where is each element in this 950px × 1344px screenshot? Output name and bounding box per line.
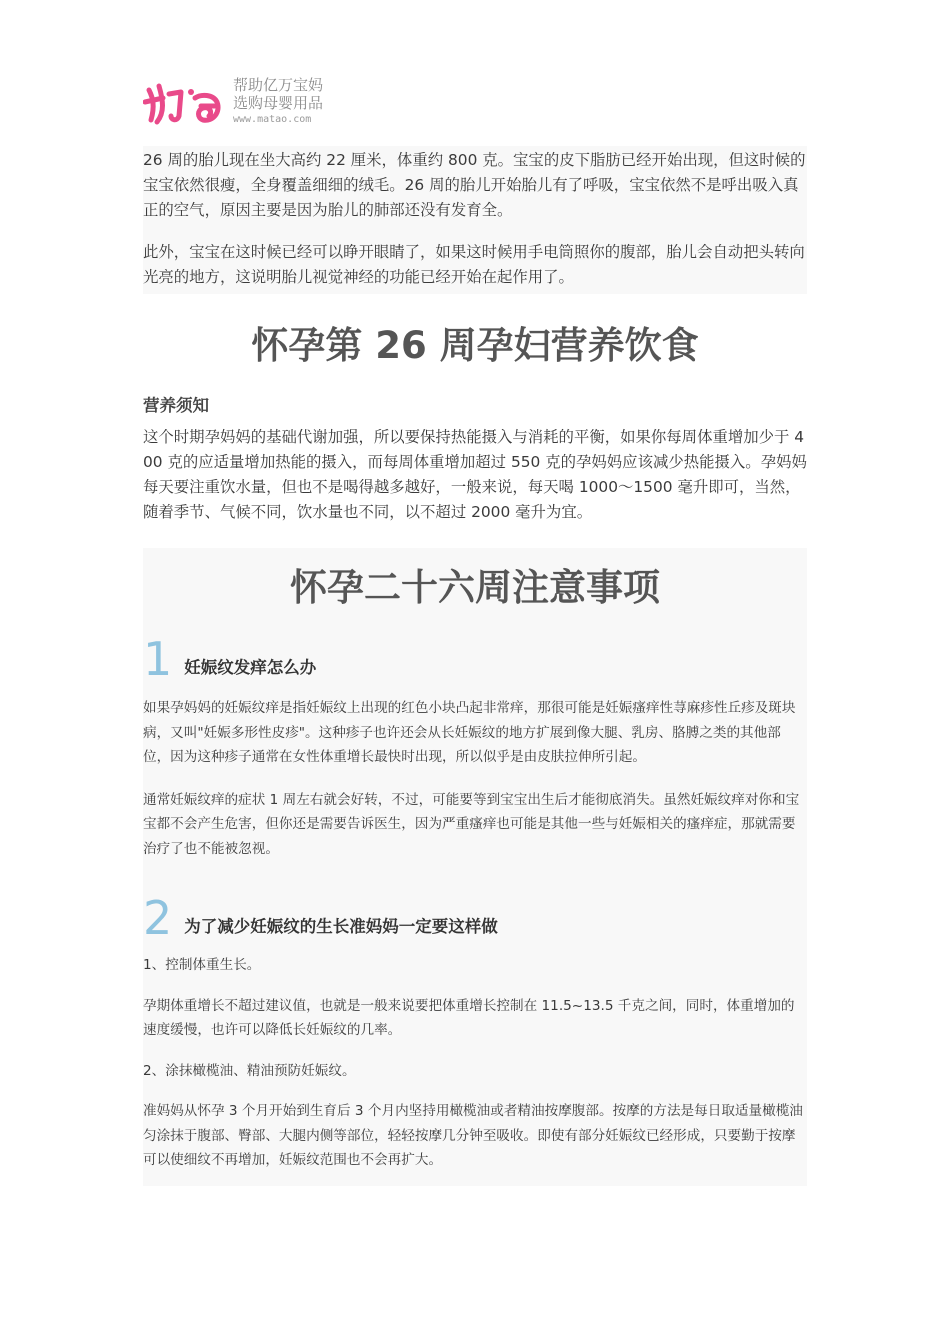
site-header <box>143 72 383 134</box>
section-1-number: 1 <box>143 632 173 686</box>
nutrition-title: 怀孕第 26 周孕妇营养饮食 <box>251 324 699 367</box>
site-url[interactable]: www.matao.com <box>233 114 312 125</box>
notes-title: 怀孕二十六周注意事项 <box>290 566 660 609</box>
nutrition-subtitle: 营养须知 <box>143 396 209 415</box>
nutrition-body: 这个时期孕妈妈的基础代谢加强，所以要保持热能摄入与消耗的平衡，如果你每周体重增加少于 400 克的应适量增加热能的摄入，而每周体重增加超过 550 克的孕妈妈应该减少热能摄入。孕妈妈每天要注重饮水量，但也不是喝得越多越好，一般来说，每天喝 1000～1500 毫升即可，当然，随着季节、气候不同，饮水量也不同，以不超过 2000 毫升为宜。 <box>143 428 807 521</box>
intro-paragraph-2: 此外，宝宝在这时候已经可以睁开眼睛了，如果这时候用手电筒照你的腹部，胎儿会自动把头转向光亮的地方，这说明胎儿视觉神经的功能已经开始在起作用了。 <box>143 243 805 286</box>
section-1-paragraph-2: 通常妊娠纹痒的症状 1 周左右就会好转，不过，可能要等到宝宝出生后才能彻底消失。虽然妊娠纹痒对你和宝宝都不会产生危害，但你还是需要告诉医生，因为严重瘙痒也可能是其他一些与妊娠相关的瘙痒症，那就需要治疗了也不能被忽视。 <box>143 791 800 857</box>
intro-section <box>143 146 807 294</box>
section-2-heading <box>143 891 807 945</box>
section-1-heading <box>143 632 807 686</box>
notes-section <box>143 548 807 1186</box>
matao-logo[interactable] <box>143 76 227 130</box>
section-2-number: 2 <box>143 891 173 945</box>
section-2-item-1: 1、控制体重生长。 <box>143 957 261 973</box>
section-2-item-2: 2、涂抹橄榄油、精油预防妊娠纹。 <box>143 1062 356 1079</box>
section-1-title: 妊娠纹发痒怎么办 <box>184 658 317 677</box>
slogan <box>233 76 323 127</box>
slogan-line-2: 选购母婴用品 <box>233 94 324 112</box>
section-2-paragraph-1: 孕期体重增长不超过建议值，也就是一般来说要把体重增长控制在 11.5~13.5 千克之间，同时，体重增加的速度缓慢，也许可以降低长妊娠纹的几率。 <box>143 997 795 1038</box>
slogan-line-1: 帮助亿万宝妈 <box>233 76 324 94</box>
section-2-paragraph-2: 准妈妈从怀孕 3 个月开始到生育后 3 个月内坚持用橄榄油或者精油按摩腹部。按摩的方法是每日取适量橄榄油匀涂抹于腹部、臀部、大腿内侧等部位，轻轻按摩几分钟至吸收。即使有部分妊娠纹已经形成，只要勤于按摩可以使细纹不再增加，妊娠纹范围也不会再扩大。 <box>143 1103 803 1168</box>
section-1-paragraph-1: 如果孕妈妈的妊娠纹痒是指妊娠纹上出现的红色小块凸起非常痒，那很可能是妊娠瘙痒性荨麻疹性丘疹及斑块病，又叫"妊娠多形性皮疹"。这种疹子也许还会从长妊娠纹的地方扩展到像大腿、乳房、胳膊之类的其他部位，因为这种疹子通常在女性体重增长最快时出现，所以似乎是由皮肤拉伸所引起。 <box>143 700 796 765</box>
intro-paragraph-1: 26 周的胎儿现在坐大高约 22 厘米，体重约 800 克。宝宝的皮下脂肪已经开始出现，但这时候的宝宝依然很瘦，全身覆盖细细的绒毛。26 周的胎儿开始胎儿有了呼吸，宝宝依然不是呼出吸入真正的空气，原因主要是因为胎儿的肺部还没有发育全。 <box>143 151 806 219</box>
section-2-title: 为了减少妊娠纹的生长准妈妈一定要这样做 <box>184 917 498 936</box>
nutrition-section <box>143 322 807 525</box>
